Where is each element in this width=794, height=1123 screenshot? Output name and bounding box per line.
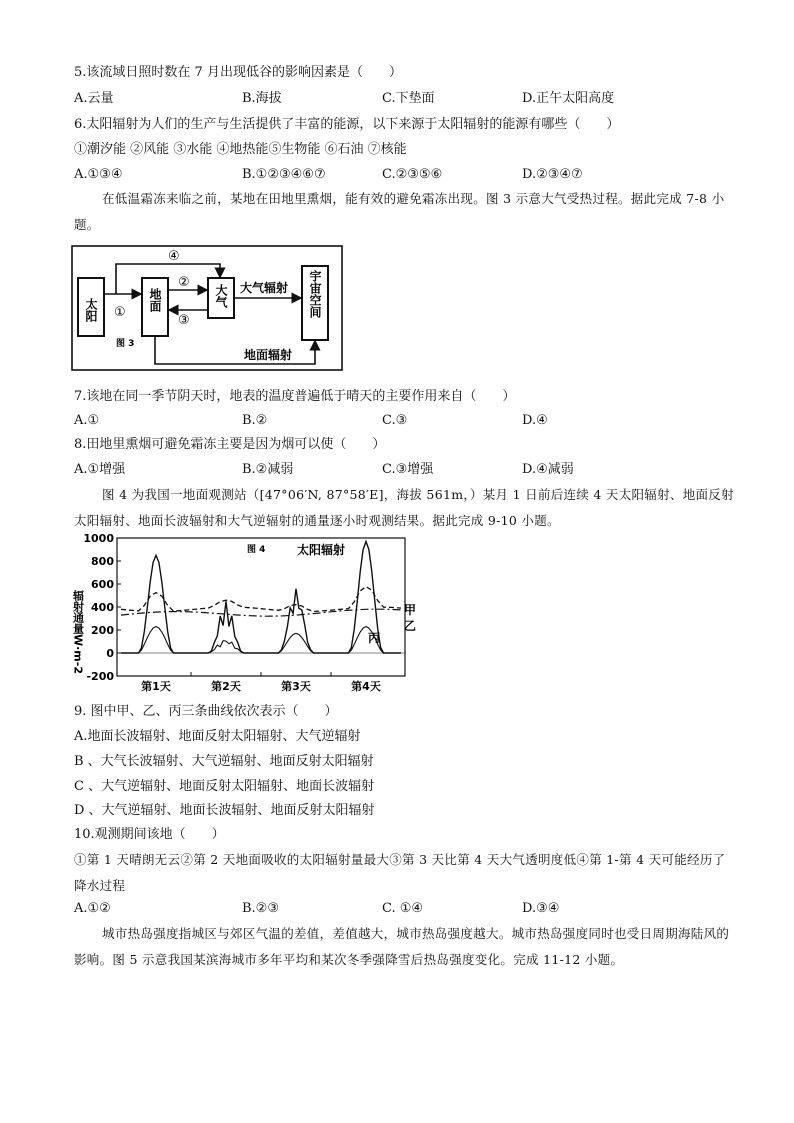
q8-stem: 8.田地里熏烟可避免霜冻主要是因为烟可以使（ ） — [74, 437, 386, 452]
series-bing-line — [121, 627, 401, 654]
q10-option-d: D.③④ — [522, 901, 560, 916]
legend-solar: 太阳辐射 — [297, 543, 346, 557]
intro-9-10: 图 4 为我国一地面观测站（[47°06′N, 87°58′E]，海拔 561m，）某月 1 日前后连续 4 天太阳辐射、地面反射太阳辐射、地面长波辐射和大气逆辐射的通量逐小时观测结果。据此完成 9-10 小题。 — [74, 487, 734, 528]
y-tick-label: 0 — [106, 647, 114, 660]
y-tick-label: 200 — [91, 624, 114, 637]
x-category-label: 第2天 — [211, 680, 241, 693]
q7-option-c: C.③ — [382, 413, 408, 428]
series-yi-line — [121, 609, 401, 616]
y-tick-label: 1000 — [83, 532, 114, 545]
q5-options — [74, 90, 734, 108]
legend-jia: 甲 — [404, 603, 417, 617]
q8-option-b: B.②减弱 — [242, 462, 294, 477]
q10-stem: 10.观测期间该地（ ） — [74, 827, 225, 842]
ground-radiation-label: 地面辐射 — [244, 348, 293, 362]
figure-3-caption: 图 3 — [116, 339, 135, 349]
x-category-label: 第3天 — [281, 680, 311, 693]
q8-options — [74, 461, 734, 479]
q6-option-d: D.②③④⑦ — [522, 167, 583, 182]
intro-7-8: 在低温霜冻来临之前，某地在田地里熏烟，能有效的避免霜冻出现。图 3 示意大气受热过程。据此完成 7-8 小题。 — [74, 191, 725, 232]
space-label: 宇宙空间 — [308, 270, 322, 318]
q7-option-d: D.④ — [522, 413, 548, 428]
q6-option-c: C.②③⑤⑥ — [382, 167, 443, 182]
chart-ylabel: 辐射通量W·m-2 — [71, 590, 85, 674]
label-3: ③ — [178, 313, 190, 328]
q7-option-b: B.② — [242, 413, 268, 428]
q6-items: ①潮汐能 ②风能 ③水能 ④地热能⑤生物能 ⑥石油 ⑦核能 — [74, 142, 407, 157]
atm-radiation-label: 大气辐射 — [240, 281, 289, 295]
q5-option-d: D.正午太阳高度 — [522, 91, 615, 106]
label-1: ① — [114, 305, 126, 320]
label-2: ② — [178, 275, 190, 290]
x-category-label: 第4天 — [351, 680, 381, 693]
q9-option-c: C 、大气逆辐射、地面反射太阳辐射、地面长波辐射 — [74, 779, 375, 794]
ground-label: 地面 — [148, 288, 162, 312]
q10-option-a: A.①② — [74, 901, 111, 916]
x-category-label: 第1天 — [141, 680, 171, 693]
q9-option-d: D 、大气逆辐射、地面长波辐射、地面反射太阳辐射 — [74, 803, 375, 818]
q9-option-a: A.地面长波辐射、地面反射太阳辐射、大气逆辐射 — [74, 729, 361, 744]
figure-4-chart — [71, 530, 417, 694]
q5-option-a: A.云量 — [74, 91, 114, 106]
q8-option-c: C.③增强 — [382, 462, 434, 477]
y-tick-label: 800 — [91, 555, 114, 568]
atmosphere-label: 大气 — [214, 284, 228, 308]
legend-yi: 乙 — [404, 619, 417, 633]
label-4: ④ — [168, 249, 180, 264]
q9-option-b: B 、大气长波辐射、大气逆辐射、地面反射太阳辐射 — [74, 754, 374, 769]
legend-bing: 丙 — [368, 631, 381, 645]
y-tick-label: 400 — [91, 601, 114, 614]
q6-option-a: A.①③④ — [74, 167, 123, 182]
q9-stem: 9. 图中甲、乙、丙三条曲线依次表示（ ） — [74, 704, 338, 719]
q5-stem: 5.该流域日照时数在 7 月出现低谷的影响因素是（ ） — [74, 65, 402, 80]
y-tick-label: -200 — [86, 670, 114, 683]
q10-statements: ①第 1 天晴朗无云②第 2 天地面吸收的太阳辐射量最大③第 3 天比第 4 天大气透明度低④第 1-第 4 天可能经历了降水过程 — [74, 852, 726, 893]
q10-options — [74, 900, 734, 918]
figure-3-diagram — [72, 246, 342, 370]
q6-option-b: B.①②③④⑥⑦ — [242, 167, 326, 182]
q7-option-a: A.① — [74, 413, 100, 428]
q6-options — [74, 166, 734, 184]
q6-stem: 6.太阳辐射为人们的生产与生活提供了丰富的能源，以下来源于太阳辐射的能源有哪些（ ） — [74, 117, 620, 132]
q7-stem: 7.该地在同一季节阴天时，地表的温度普遍低于晴天的主要作用来自（ ） — [74, 389, 516, 404]
q5-option-b: B.海拔 — [242, 91, 282, 106]
q5-option-c: C.下垫面 — [382, 91, 435, 106]
chart-title: 图 4 — [247, 545, 266, 555]
sun-label: 太阳 — [84, 298, 98, 322]
q7-options — [74, 412, 734, 430]
intro-11-12: 城市热岛强度指城区与郊区气温的差值，差值越大，城市热岛强度越大。城市热岛强度同时也受日周期海陆风的影响。图 5 示意我国某滨海城市多年平均和某次冬季强降雪后热岛强度变化。完成 11-12 小题。 — [74, 926, 730, 967]
q10-option-b: B.②③ — [242, 901, 279, 916]
q8-option-a: A.①增强 — [74, 462, 126, 477]
q10-option-c: C. ①④ — [382, 901, 424, 916]
q8-option-d: D.④减弱 — [522, 462, 574, 477]
y-tick-label: 600 — [91, 578, 114, 591]
